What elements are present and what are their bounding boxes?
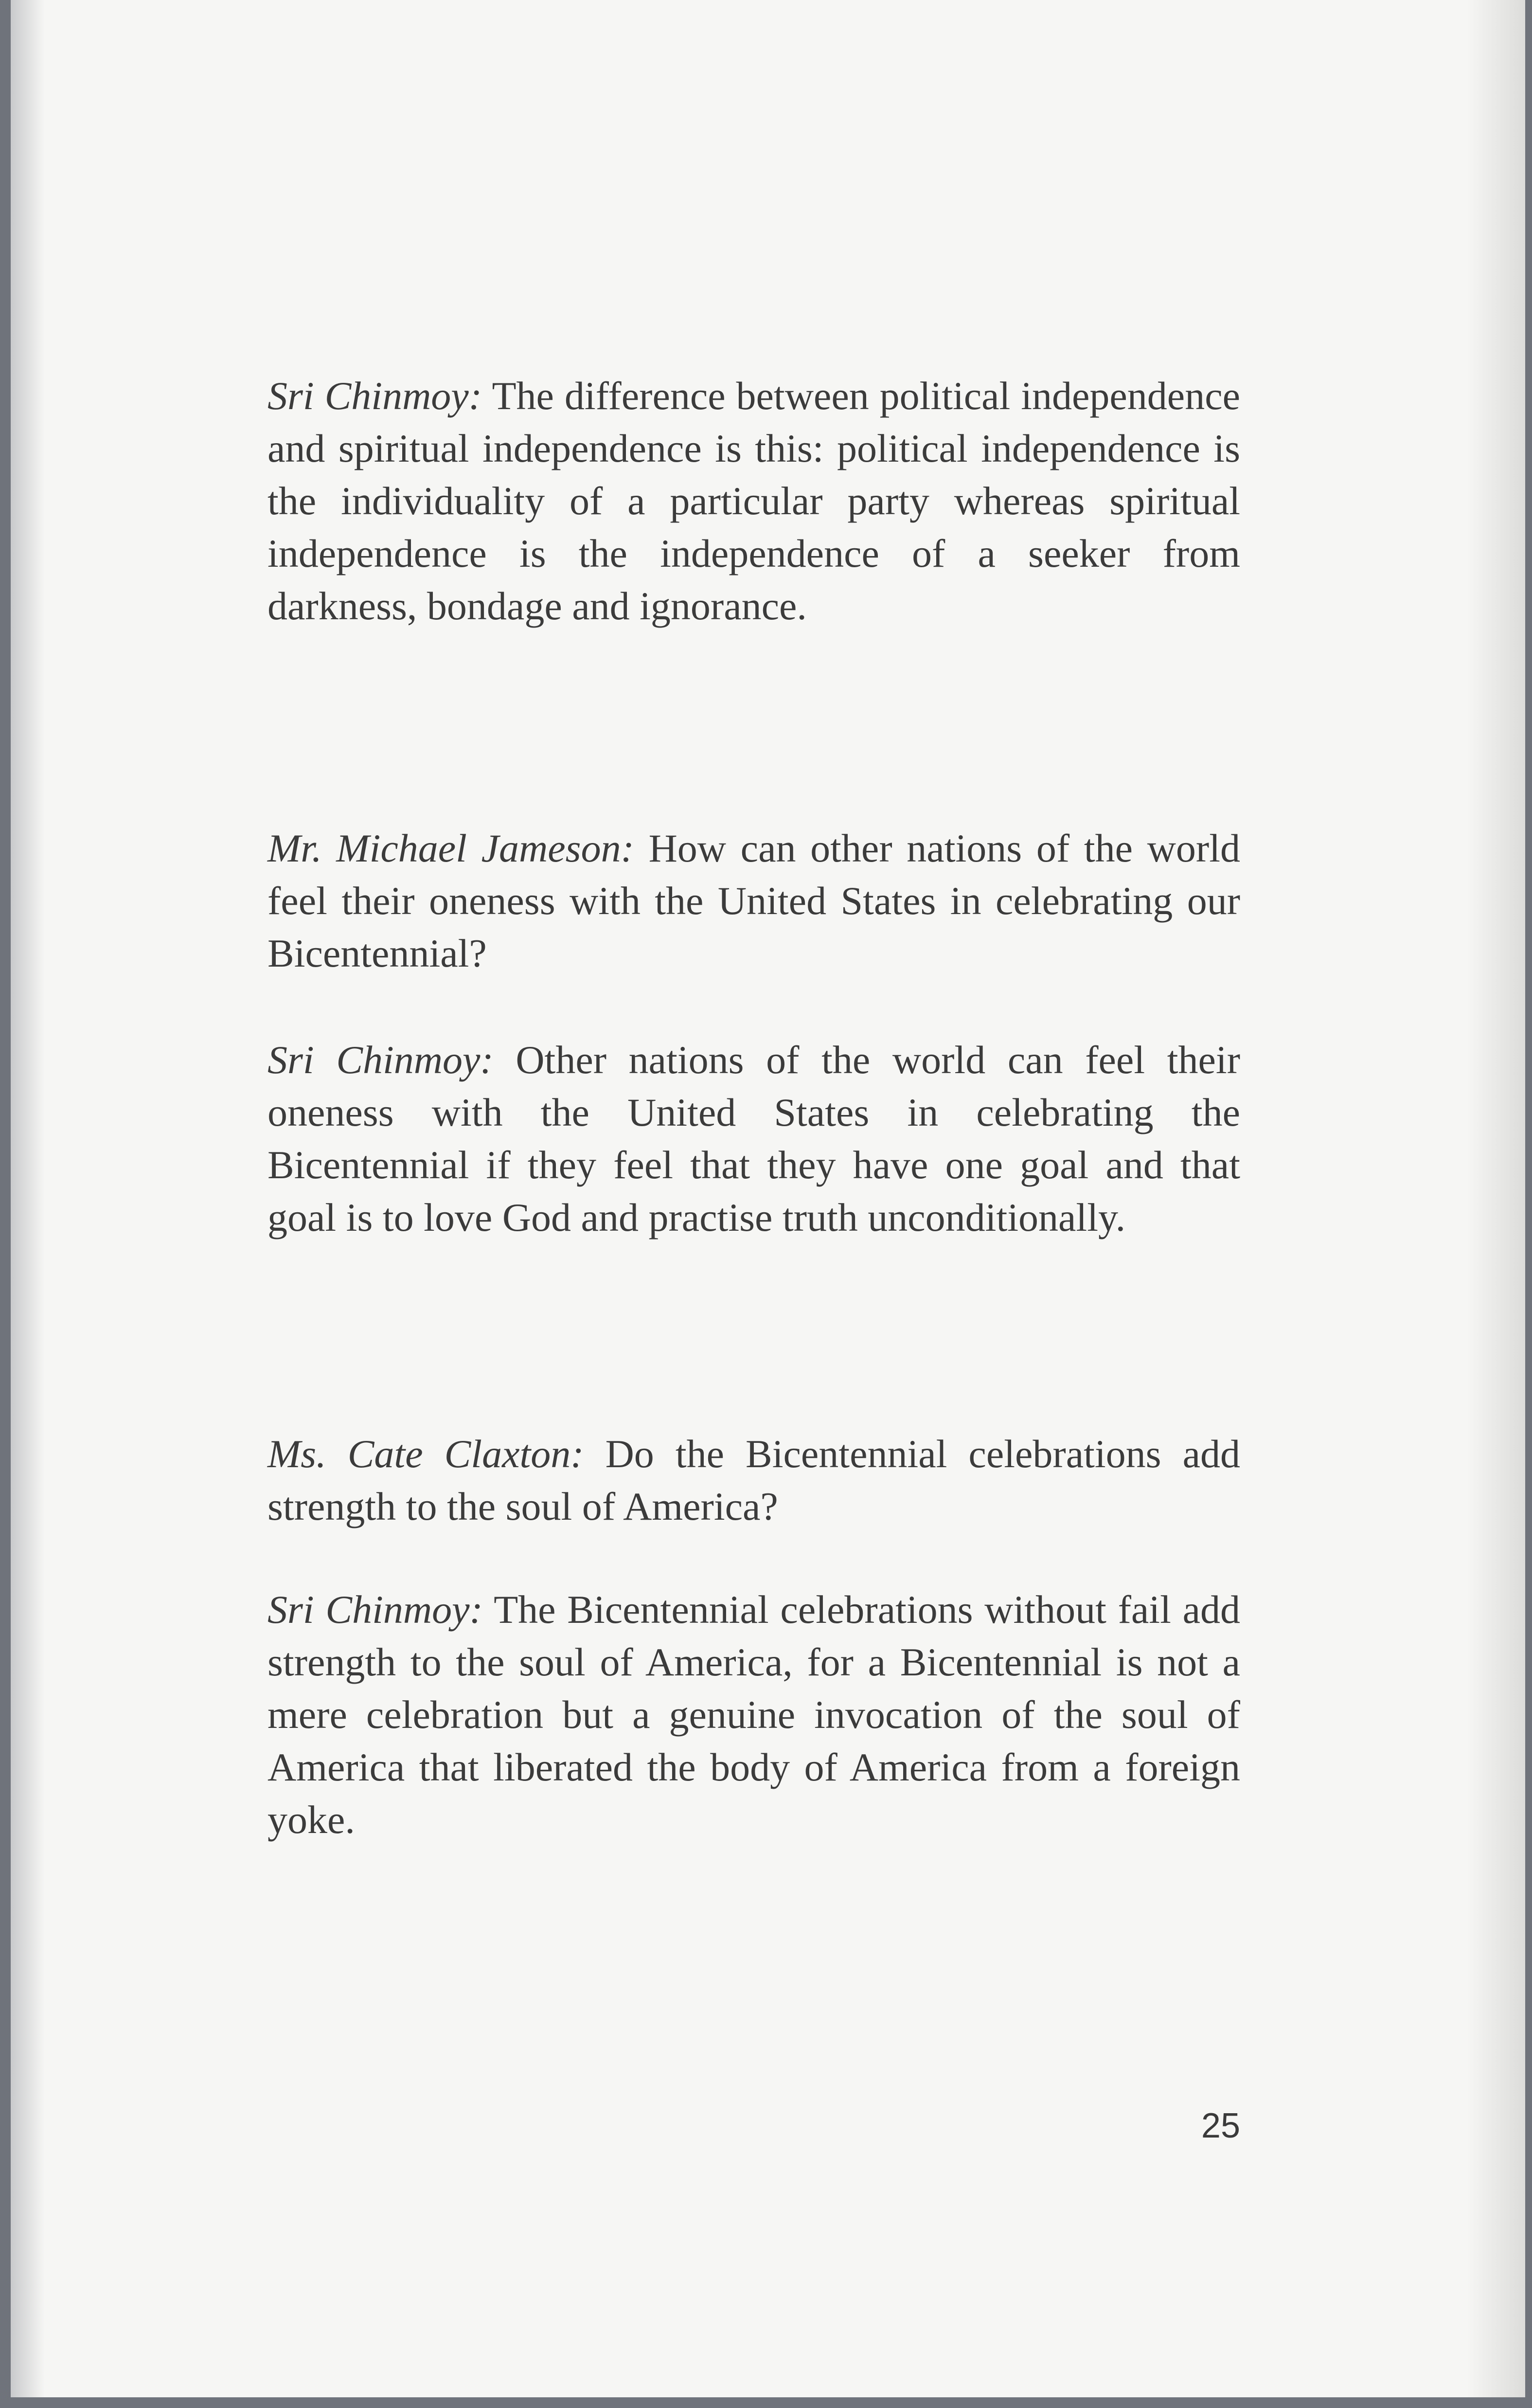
scan-edge-bottom (0, 2397, 1532, 2408)
paragraph-text: How can other nations of the world feel their oneness with the United States in celebrating our Bicentennial? (267, 826, 1240, 975)
speaker-label: Sri Chinmoy: (267, 374, 482, 418)
paragraph-answer-1 (267, 370, 1240, 632)
speaker-label: Ms. Cate Claxton: (267, 1432, 584, 1476)
paragraph-text: Other nations of the world can feel their oneness with the United States in celebrating the Bicentennial if they feel that they have one goal and that goal is to love God and practise truth unconditionally. (267, 1038, 1240, 1240)
paragraph-text: Do the Bicentennial celebrations add strength to the soul of America? (267, 1432, 1240, 1528)
paragraph-question-2 (267, 1428, 1240, 1533)
speaker-label: Sri Chinmoy: (267, 1038, 494, 1082)
paragraph-text: The Bicentennial celebrations without fail add strength to the soul of America, for a Bicentennial is not a mere celebration but a genuine invocation of the soul of America that liberated the body of America from a foreign yoke. (267, 1587, 1240, 1842)
paragraph-text: The difference between political independence and spiritual independence is this: political independence is the individuality of a particular party whereas spiritual independence is the independence of a seeker from darkness, bondage and ignorance. (267, 374, 1240, 628)
paragraph-question-1 (267, 822, 1240, 980)
scan-edge-left (0, 0, 11, 2408)
paragraph-answer-2 (267, 1034, 1240, 1244)
speaker-label: Mr. Michael Jameson: (267, 826, 634, 870)
scan-shadow-right (1467, 0, 1525, 2408)
page-number: 25 (1201, 2106, 1240, 2145)
scan-edge-right (1525, 0, 1532, 2408)
scan-shadow-left (11, 0, 45, 2408)
speaker-label: Sri Chinmoy: (267, 1587, 483, 1632)
paragraph-answer-3 (267, 1583, 1240, 1846)
